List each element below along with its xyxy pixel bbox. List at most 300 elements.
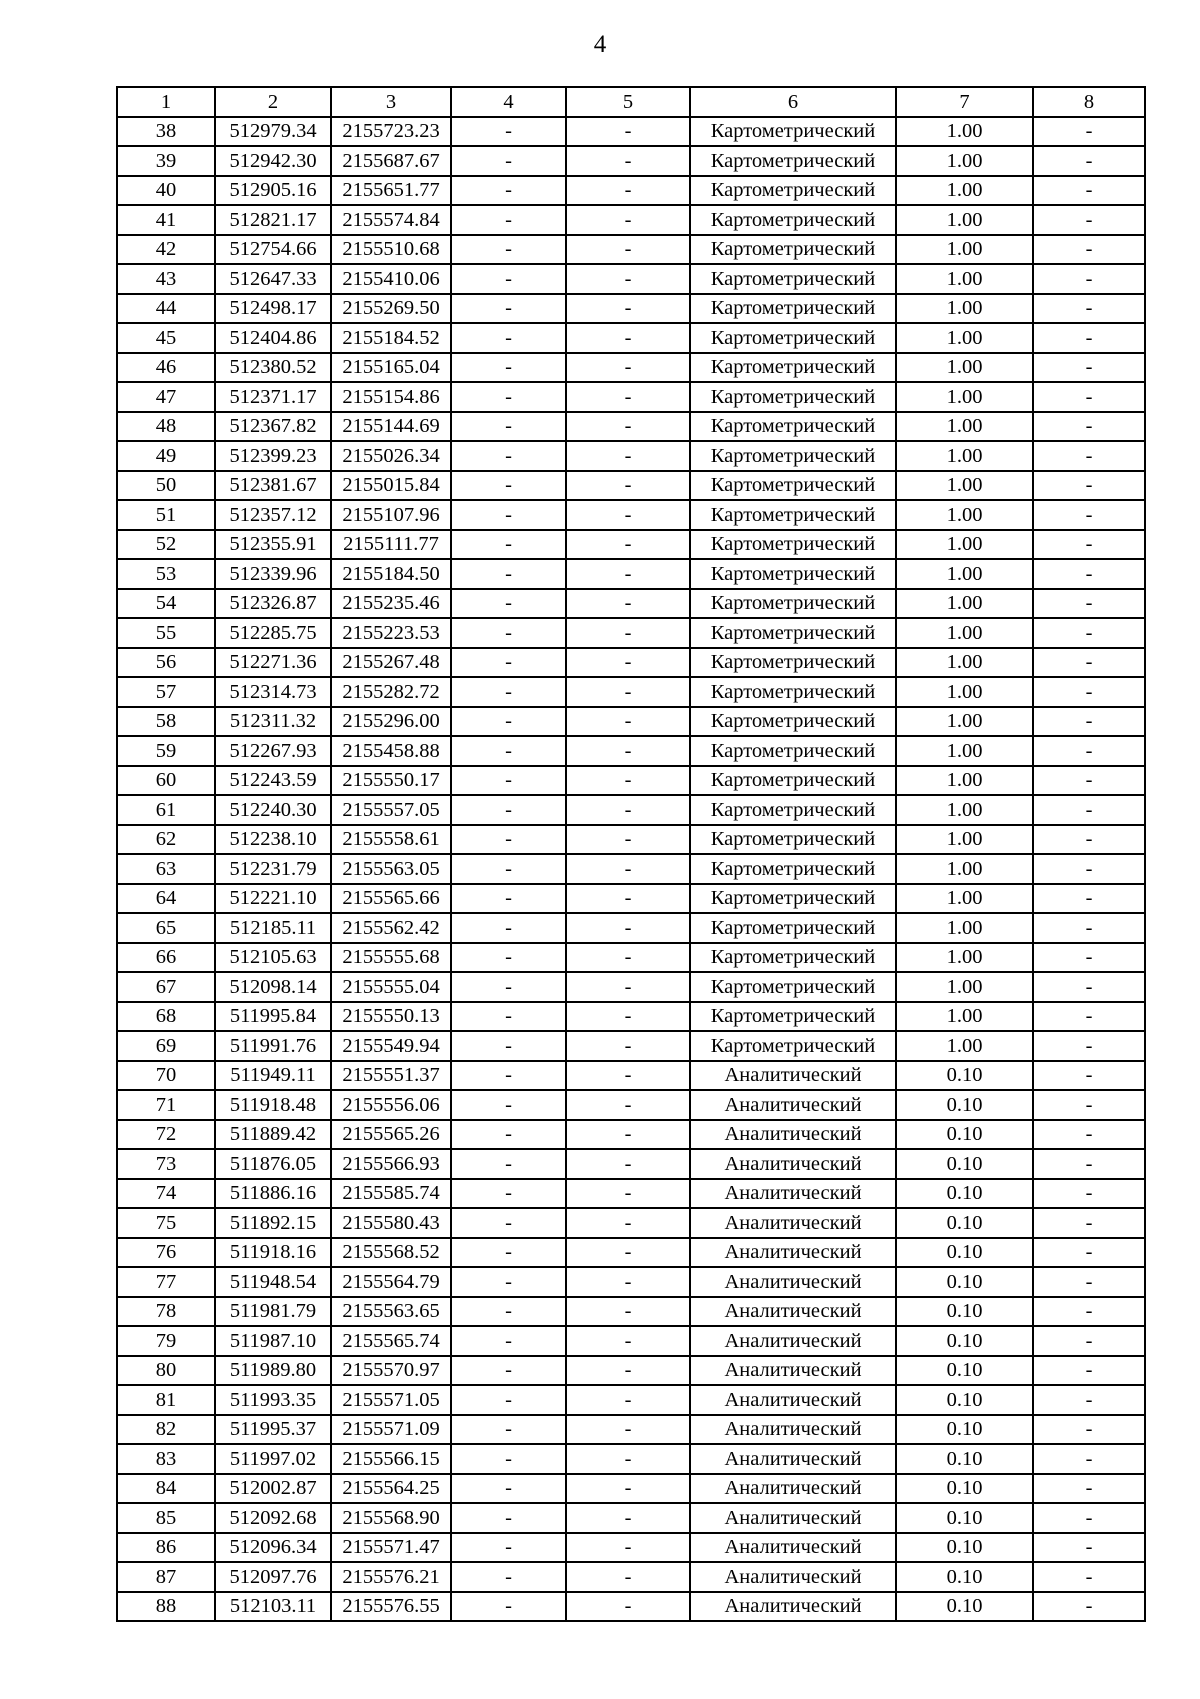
column-4-cell: -	[451, 1474, 566, 1504]
table-row	[117, 854, 1145, 884]
column-8-cell: -	[1033, 677, 1145, 707]
method-cell: Аналитический	[690, 1533, 896, 1563]
table-row	[117, 1533, 1145, 1563]
accuracy-cell: 1.00	[896, 795, 1033, 825]
table-row	[117, 117, 1145, 147]
accuracy-cell: 1.00	[896, 323, 1033, 353]
column-8-cell: -	[1033, 943, 1145, 973]
y-coordinate-cell: 2155576.21	[331, 1562, 451, 1592]
table-row	[117, 589, 1145, 619]
column-5-cell: -	[566, 1238, 690, 1268]
point-number-cell: 65	[117, 913, 215, 943]
table-row	[117, 943, 1145, 973]
column-4-cell: -	[451, 264, 566, 294]
accuracy-cell: 1.00	[896, 146, 1033, 176]
x-coordinate-cell: 512905.16	[215, 176, 331, 206]
accuracy-cell: 1.00	[896, 264, 1033, 294]
method-cell: Картометрический	[690, 205, 896, 235]
table-row	[117, 1562, 1145, 1592]
point-number-cell: 55	[117, 618, 215, 648]
column-4-cell: -	[451, 1297, 566, 1327]
y-coordinate-cell: 2155555.68	[331, 943, 451, 973]
method-cell: Картометрический	[690, 500, 896, 530]
y-coordinate-cell: 2155551.37	[331, 1061, 451, 1091]
column-5-cell: -	[566, 1444, 690, 1474]
column-8-cell: -	[1033, 205, 1145, 235]
method-cell: Картометрический	[690, 943, 896, 973]
x-coordinate-cell: 511995.37	[215, 1415, 331, 1445]
column-5-cell: -	[566, 1533, 690, 1563]
method-cell: Аналитический	[690, 1474, 896, 1504]
column-8-cell: -	[1033, 884, 1145, 914]
accuracy-cell: 0.10	[896, 1415, 1033, 1445]
method-cell: Картометрический	[690, 707, 896, 737]
point-number-cell: 77	[117, 1267, 215, 1297]
y-coordinate-cell: 2155282.72	[331, 677, 451, 707]
accuracy-cell: 0.10	[896, 1385, 1033, 1415]
column-4-cell: -	[451, 117, 566, 147]
column-5-cell: -	[566, 1415, 690, 1445]
accuracy-cell: 0.10	[896, 1326, 1033, 1356]
column-5-cell: -	[566, 176, 690, 206]
y-coordinate-cell: 2155458.88	[331, 736, 451, 766]
accuracy-cell: 1.00	[896, 854, 1033, 884]
method-cell: Аналитический	[690, 1356, 896, 1386]
table-body	[117, 117, 1145, 1622]
column-5-cell: -	[566, 854, 690, 884]
accuracy-cell: 1.00	[896, 235, 1033, 265]
x-coordinate-cell: 512399.23	[215, 441, 331, 471]
point-number-cell: 84	[117, 1474, 215, 1504]
method-cell: Аналитический	[690, 1385, 896, 1415]
column-5-cell: -	[566, 1208, 690, 1238]
accuracy-cell: 0.10	[896, 1474, 1033, 1504]
table-row	[117, 471, 1145, 501]
point-number-cell: 44	[117, 294, 215, 324]
x-coordinate-cell: 511981.79	[215, 1297, 331, 1327]
x-coordinate-cell: 512942.30	[215, 146, 331, 176]
accuracy-cell: 1.00	[896, 117, 1033, 147]
column-4-cell: -	[451, 1149, 566, 1179]
column-8-cell: -	[1033, 1120, 1145, 1150]
x-coordinate-cell: 511991.76	[215, 1031, 331, 1061]
accuracy-cell: 1.00	[896, 1031, 1033, 1061]
column-4-cell: -	[451, 618, 566, 648]
column-4-cell: -	[451, 589, 566, 619]
y-coordinate-cell: 2155111.77	[331, 530, 451, 560]
method-cell: Аналитический	[690, 1238, 896, 1268]
column-8-cell: -	[1033, 1592, 1145, 1622]
point-number-cell: 61	[117, 795, 215, 825]
column-5-cell: -	[566, 1385, 690, 1415]
column-8-cell: -	[1033, 1061, 1145, 1091]
column-4-cell: -	[451, 884, 566, 914]
method-cell: Аналитический	[690, 1326, 896, 1356]
accuracy-cell: 1.00	[896, 382, 1033, 412]
point-number-cell: 60	[117, 766, 215, 796]
y-coordinate-cell: 2155410.06	[331, 264, 451, 294]
method-cell: Картометрический	[690, 913, 896, 943]
table-row	[117, 264, 1145, 294]
column-8-cell: -	[1033, 736, 1145, 766]
accuracy-cell: 0.10	[896, 1061, 1033, 1091]
accuracy-cell: 0.10	[896, 1120, 1033, 1150]
column-4-cell: -	[451, 1503, 566, 1533]
method-cell: Аналитический	[690, 1149, 896, 1179]
column-5-cell: -	[566, 559, 690, 589]
column-8-cell: -	[1033, 707, 1145, 737]
column-5-cell: -	[566, 1356, 690, 1386]
accuracy-cell: 0.10	[896, 1267, 1033, 1297]
accuracy-cell: 1.00	[896, 884, 1033, 914]
accuracy-cell: 0.10	[896, 1533, 1033, 1563]
column-8-cell: -	[1033, 1385, 1145, 1415]
table-row	[117, 1385, 1145, 1415]
column-4-cell: -	[451, 795, 566, 825]
column-5-cell: -	[566, 1090, 690, 1120]
x-coordinate-cell: 511989.80	[215, 1356, 331, 1386]
column-8-cell: -	[1033, 353, 1145, 383]
point-number-cell: 50	[117, 471, 215, 501]
point-number-cell: 53	[117, 559, 215, 589]
table-row	[117, 913, 1145, 943]
x-coordinate-cell: 512092.68	[215, 1503, 331, 1533]
accuracy-cell: 1.00	[896, 205, 1033, 235]
method-cell: Аналитический	[690, 1208, 896, 1238]
accuracy-cell: 1.00	[896, 471, 1033, 501]
column-5-cell: -	[566, 500, 690, 530]
column-4-cell: -	[451, 559, 566, 589]
accuracy-cell: 1.00	[896, 913, 1033, 943]
y-coordinate-cell: 2155564.25	[331, 1474, 451, 1504]
y-coordinate-cell: 2155565.74	[331, 1326, 451, 1356]
column-4-cell: -	[451, 1415, 566, 1445]
method-cell: Картометрический	[690, 854, 896, 884]
x-coordinate-cell: 512105.63	[215, 943, 331, 973]
column-8-cell: -	[1033, 1031, 1145, 1061]
column-5-cell: -	[566, 707, 690, 737]
column-4-cell: -	[451, 1444, 566, 1474]
column-4-cell: -	[451, 294, 566, 324]
column-8-cell: -	[1033, 589, 1145, 619]
method-cell: Картометрический	[690, 146, 896, 176]
column-8-cell: -	[1033, 500, 1145, 530]
column-8-cell: -	[1033, 1326, 1145, 1356]
x-coordinate-cell: 512267.93	[215, 736, 331, 766]
x-coordinate-cell: 511987.10	[215, 1326, 331, 1356]
x-coordinate-cell: 512380.52	[215, 353, 331, 383]
column-5-cell: -	[566, 294, 690, 324]
column-5-cell: -	[566, 795, 690, 825]
y-coordinate-cell: 2155571.05	[331, 1385, 451, 1415]
column-5-cell: -	[566, 412, 690, 442]
x-coordinate-cell: 512355.91	[215, 530, 331, 560]
column-5-cell: -	[566, 1326, 690, 1356]
x-coordinate-cell: 512979.34	[215, 117, 331, 147]
column-5-cell: -	[566, 1474, 690, 1504]
column-5-cell: -	[566, 1503, 690, 1533]
column-4-cell: -	[451, 1208, 566, 1238]
column-5-cell: -	[566, 1592, 690, 1622]
column-5-cell: -	[566, 146, 690, 176]
column-4-cell: -	[451, 707, 566, 737]
accuracy-cell: 1.00	[896, 500, 1033, 530]
column-5-cell: -	[566, 766, 690, 796]
accuracy-cell: 0.10	[896, 1356, 1033, 1386]
point-number-cell: 62	[117, 825, 215, 855]
column-header: 1	[117, 87, 215, 117]
method-cell: Картометрический	[690, 264, 896, 294]
x-coordinate-cell: 511949.11	[215, 1061, 331, 1091]
point-number-cell: 59	[117, 736, 215, 766]
column-header: 5	[566, 87, 690, 117]
y-coordinate-cell: 2155223.53	[331, 618, 451, 648]
point-number-cell: 43	[117, 264, 215, 294]
column-8-cell: -	[1033, 1415, 1145, 1445]
method-cell: Картометрический	[690, 471, 896, 501]
accuracy-cell: 0.10	[896, 1208, 1033, 1238]
method-cell: Картометрический	[690, 530, 896, 560]
column-header: 4	[451, 87, 566, 117]
method-cell: Картометрический	[690, 559, 896, 589]
table-row	[117, 1090, 1145, 1120]
column-4-cell: -	[451, 235, 566, 265]
column-5-cell: -	[566, 1562, 690, 1592]
column-8-cell: -	[1033, 117, 1145, 147]
y-coordinate-cell: 2155562.42	[331, 913, 451, 943]
table-row	[117, 1208, 1145, 1238]
column-8-cell: -	[1033, 1533, 1145, 1563]
x-coordinate-cell: 512381.67	[215, 471, 331, 501]
point-number-cell: 40	[117, 176, 215, 206]
column-4-cell: -	[451, 825, 566, 855]
point-number-cell: 42	[117, 235, 215, 265]
column-5-cell: -	[566, 471, 690, 501]
x-coordinate-cell: 512238.10	[215, 825, 331, 855]
column-8-cell: -	[1033, 648, 1145, 678]
table-row	[117, 795, 1145, 825]
accuracy-cell: 1.00	[896, 559, 1033, 589]
column-4-cell: -	[451, 176, 566, 206]
x-coordinate-cell: 512285.75	[215, 618, 331, 648]
table-row	[117, 559, 1145, 589]
accuracy-cell: 1.00	[896, 530, 1033, 560]
method-cell: Картометрический	[690, 589, 896, 619]
y-coordinate-cell: 2155107.96	[331, 500, 451, 530]
table-row	[117, 884, 1145, 914]
method-cell: Аналитический	[690, 1120, 896, 1150]
x-coordinate-cell: 512339.96	[215, 559, 331, 589]
x-coordinate-cell: 512311.32	[215, 707, 331, 737]
x-coordinate-cell: 512404.86	[215, 323, 331, 353]
column-4-cell: -	[451, 1120, 566, 1150]
x-coordinate-cell: 512498.17	[215, 294, 331, 324]
method-cell: Картометрический	[690, 1002, 896, 1032]
method-cell: Картометрический	[690, 412, 896, 442]
column-8-cell: -	[1033, 412, 1145, 442]
table-row	[117, 972, 1145, 1002]
method-cell: Аналитический	[690, 1179, 896, 1209]
column-8-cell: -	[1033, 825, 1145, 855]
method-cell: Картометрический	[690, 235, 896, 265]
column-4-cell: -	[451, 500, 566, 530]
column-4-cell: -	[451, 677, 566, 707]
column-5-cell: -	[566, 117, 690, 147]
table-row	[117, 1061, 1145, 1091]
method-cell: Картометрический	[690, 972, 896, 1002]
column-5-cell: -	[566, 530, 690, 560]
accuracy-cell: 1.00	[896, 736, 1033, 766]
method-cell: Картометрический	[690, 294, 896, 324]
point-number-cell: 83	[117, 1444, 215, 1474]
accuracy-cell: 1.00	[896, 825, 1033, 855]
table-row	[117, 707, 1145, 737]
accuracy-cell: 0.10	[896, 1444, 1033, 1474]
accuracy-cell: 1.00	[896, 294, 1033, 324]
x-coordinate-cell: 512002.87	[215, 1474, 331, 1504]
y-coordinate-cell: 2155550.13	[331, 1002, 451, 1032]
table-row	[117, 146, 1145, 176]
column-5-cell: -	[566, 382, 690, 412]
column-4-cell: -	[451, 1090, 566, 1120]
y-coordinate-cell: 2155558.61	[331, 825, 451, 855]
column-8-cell: -	[1033, 1503, 1145, 1533]
table-row	[117, 412, 1145, 442]
table-row	[117, 382, 1145, 412]
x-coordinate-cell: 512357.12	[215, 500, 331, 530]
y-coordinate-cell: 2155269.50	[331, 294, 451, 324]
column-5-cell: -	[566, 618, 690, 648]
table-row	[117, 441, 1145, 471]
y-coordinate-cell: 2155015.84	[331, 471, 451, 501]
x-coordinate-cell: 511892.15	[215, 1208, 331, 1238]
column-8-cell: -	[1033, 795, 1145, 825]
accuracy-cell: 1.00	[896, 766, 1033, 796]
method-cell: Аналитический	[690, 1061, 896, 1091]
column-8-cell: -	[1033, 264, 1145, 294]
column-8-cell: -	[1033, 1474, 1145, 1504]
column-5-cell: -	[566, 323, 690, 353]
column-8-cell: -	[1033, 1208, 1145, 1238]
accuracy-cell: 0.10	[896, 1090, 1033, 1120]
method-cell: Картометрический	[690, 648, 896, 678]
method-cell: Картометрический	[690, 441, 896, 471]
column-4-cell: -	[451, 353, 566, 383]
column-header: 8	[1033, 87, 1145, 117]
method-cell: Картометрический	[690, 884, 896, 914]
column-4-cell: -	[451, 146, 566, 176]
table-row	[117, 825, 1145, 855]
column-8-cell: -	[1033, 1238, 1145, 1268]
point-number-cell: 52	[117, 530, 215, 560]
point-number-cell: 73	[117, 1149, 215, 1179]
y-coordinate-cell: 2155165.04	[331, 353, 451, 383]
column-8-cell: -	[1033, 766, 1145, 796]
y-coordinate-cell: 2155571.47	[331, 1533, 451, 1563]
column-4-cell: -	[451, 766, 566, 796]
point-number-cell: 39	[117, 146, 215, 176]
table-row	[117, 323, 1145, 353]
point-number-cell: 81	[117, 1385, 215, 1415]
method-cell: Аналитический	[690, 1415, 896, 1445]
accuracy-cell: 1.00	[896, 1002, 1033, 1032]
method-cell: Картометрический	[690, 677, 896, 707]
column-5-cell: -	[566, 1267, 690, 1297]
point-number-cell: 48	[117, 412, 215, 442]
x-coordinate-cell: 511993.35	[215, 1385, 331, 1415]
point-number-cell: 57	[117, 677, 215, 707]
point-number-cell: 88	[117, 1592, 215, 1622]
method-cell: Аналитический	[690, 1297, 896, 1327]
y-coordinate-cell: 2155296.00	[331, 707, 451, 737]
table-row	[117, 766, 1145, 796]
accuracy-cell: 0.10	[896, 1562, 1033, 1592]
method-cell: Картометрический	[690, 795, 896, 825]
column-8-cell: -	[1033, 235, 1145, 265]
point-number-cell: 78	[117, 1297, 215, 1327]
y-coordinate-cell: 2155154.86	[331, 382, 451, 412]
point-number-cell: 82	[117, 1415, 215, 1445]
column-4-cell: -	[451, 1562, 566, 1592]
point-number-cell: 49	[117, 441, 215, 471]
column-4-cell: -	[451, 205, 566, 235]
column-5-cell: -	[566, 441, 690, 471]
column-4-cell: -	[451, 382, 566, 412]
column-4-cell: -	[451, 943, 566, 973]
table-row	[117, 205, 1145, 235]
point-number-cell: 54	[117, 589, 215, 619]
column-4-cell: -	[451, 1002, 566, 1032]
y-coordinate-cell: 2155568.90	[331, 1503, 451, 1533]
point-number-cell: 72	[117, 1120, 215, 1150]
column-8-cell: -	[1033, 294, 1145, 324]
table-row	[117, 1503, 1145, 1533]
y-coordinate-cell: 2155556.06	[331, 1090, 451, 1120]
x-coordinate-cell: 511889.42	[215, 1120, 331, 1150]
column-4-cell: -	[451, 1179, 566, 1209]
column-5-cell: -	[566, 884, 690, 914]
column-5-cell: -	[566, 1031, 690, 1061]
point-number-cell: 75	[117, 1208, 215, 1238]
y-coordinate-cell: 2155565.26	[331, 1120, 451, 1150]
table-row	[117, 1179, 1145, 1209]
accuracy-cell: 0.10	[896, 1297, 1033, 1327]
column-5-cell: -	[566, 235, 690, 265]
x-coordinate-cell: 512221.10	[215, 884, 331, 914]
column-8-cell: -	[1033, 530, 1145, 560]
accuracy-cell: 1.00	[896, 972, 1033, 1002]
column-8-cell: -	[1033, 1090, 1145, 1120]
method-cell: Картометрический	[690, 323, 896, 353]
accuracy-cell: 1.00	[896, 412, 1033, 442]
point-number-cell: 87	[117, 1562, 215, 1592]
method-cell: Картометрический	[690, 176, 896, 206]
x-coordinate-cell: 512314.73	[215, 677, 331, 707]
table-row	[117, 1474, 1145, 1504]
y-coordinate-cell: 2155510.68	[331, 235, 451, 265]
x-coordinate-cell: 511918.48	[215, 1090, 331, 1120]
column-5-cell: -	[566, 589, 690, 619]
column-4-cell: -	[451, 913, 566, 943]
y-coordinate-cell: 2155651.77	[331, 176, 451, 206]
column-5-cell: -	[566, 1149, 690, 1179]
point-number-cell: 51	[117, 500, 215, 530]
table-row	[117, 176, 1145, 206]
table-row	[117, 1002, 1145, 1032]
y-coordinate-cell: 2155687.67	[331, 146, 451, 176]
column-8-cell: -	[1033, 323, 1145, 353]
column-5-cell: -	[566, 1179, 690, 1209]
